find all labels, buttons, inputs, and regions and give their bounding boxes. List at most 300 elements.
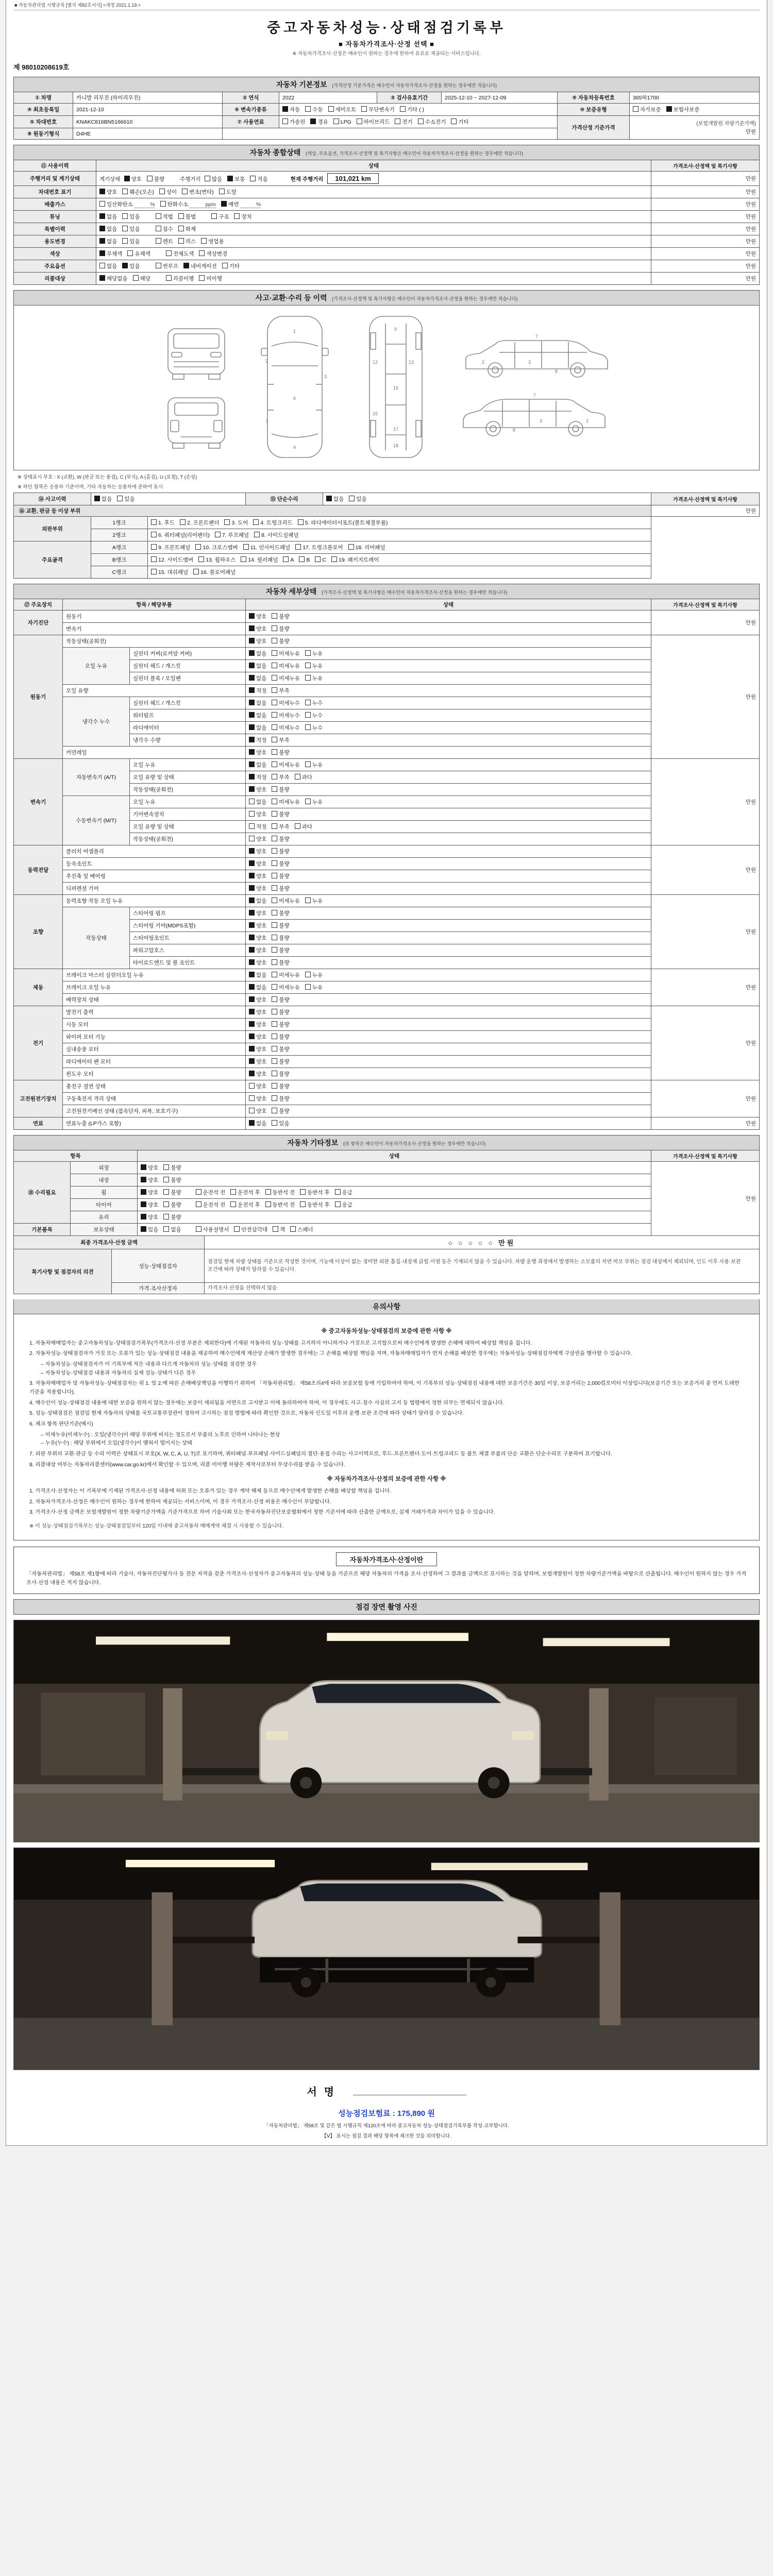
checkbox-option[interactable] — [272, 724, 300, 732]
checkbox-icon[interactable] — [249, 947, 255, 953]
checkbox-icon[interactable] — [249, 885, 255, 891]
checkbox-option[interactable] — [249, 786, 266, 793]
checkbox-icon[interactable] — [272, 1021, 277, 1027]
checkbox-icon[interactable] — [249, 774, 255, 779]
checkbox-icon[interactable] — [159, 189, 165, 194]
checkbox-icon[interactable] — [272, 774, 277, 779]
checkbox-icon[interactable] — [272, 1071, 277, 1076]
checkbox-option[interactable] — [178, 225, 196, 233]
checkbox-icon[interactable] — [99, 201, 105, 207]
checkbox-option[interactable] — [99, 275, 128, 282]
checkbox-option[interactable] — [249, 1070, 266, 1078]
checkbox-icon[interactable] — [234, 213, 240, 219]
checkbox-icon[interactable] — [178, 226, 184, 231]
checkbox-icon[interactable] — [250, 176, 256, 181]
checkbox-option[interactable] — [227, 175, 245, 183]
checkbox-icon[interactable] — [249, 935, 255, 940]
checkbox-icon[interactable] — [249, 761, 255, 767]
checkbox-icon[interactable] — [253, 519, 259, 525]
checkbox-option[interactable] — [272, 637, 289, 645]
checkbox-option[interactable] — [249, 687, 266, 694]
signature-field[interactable] — [353, 2086, 466, 2095]
checkbox-option[interactable] — [272, 1107, 289, 1115]
checkbox-option[interactable] — [122, 225, 140, 233]
checkbox-option[interactable] — [451, 118, 468, 126]
checkbox-option[interactable] — [141, 1176, 158, 1184]
checkbox-option[interactable] — [305, 650, 323, 657]
checkbox-option[interactable] — [272, 959, 289, 967]
checkbox-icon[interactable] — [166, 275, 172, 281]
checkbox-icon[interactable] — [249, 836, 255, 841]
checkbox-option[interactable] — [272, 749, 289, 756]
checkbox-option[interactable] — [272, 897, 300, 905]
checkbox-icon[interactable] — [272, 922, 277, 928]
checkbox-icon[interactable] — [305, 799, 311, 804]
checkbox-icon[interactable] — [196, 1189, 201, 1195]
checkbox-option[interactable] — [249, 872, 266, 880]
checkbox-option[interactable] — [249, 848, 266, 855]
checkbox-option[interactable] — [182, 188, 214, 196]
checkbox-option[interactable] — [305, 984, 323, 991]
checkbox-option[interactable] — [272, 699, 300, 707]
checkbox-icon[interactable] — [305, 663, 311, 668]
checkbox-icon[interactable] — [300, 1189, 306, 1195]
checkbox-option[interactable] — [305, 897, 323, 905]
checkbox-option[interactable] — [249, 749, 266, 756]
checkbox-option[interactable] — [315, 556, 326, 563]
checkbox-icon[interactable] — [221, 201, 227, 207]
checkbox-option[interactable] — [335, 1201, 352, 1209]
checkbox-option[interactable] — [141, 1201, 158, 1209]
checkbox-icon[interactable] — [272, 1058, 277, 1064]
checkbox-option[interactable] — [305, 699, 323, 707]
checkbox-option[interactable] — [272, 922, 289, 929]
checkbox-option[interactable] — [151, 556, 193, 564]
checkbox-icon[interactable] — [265, 1189, 271, 1195]
checkbox-option[interactable] — [272, 946, 289, 954]
checkbox-icon[interactable] — [183, 263, 189, 268]
checkbox-icon[interactable] — [335, 1189, 341, 1195]
checkbox-icon[interactable] — [151, 544, 157, 550]
checkbox-option[interactable] — [272, 996, 289, 1004]
checkbox-option[interactable] — [305, 798, 323, 806]
checkbox-option[interactable] — [272, 1058, 289, 1065]
checkbox-icon[interactable] — [117, 496, 123, 501]
checkbox-icon[interactable] — [99, 263, 105, 268]
checkbox-icon[interactable] — [249, 860, 255, 866]
checkbox-option[interactable] — [272, 711, 300, 719]
checkbox-icon[interactable] — [156, 263, 161, 268]
checkbox-icon[interactable] — [99, 213, 105, 219]
checkbox-option[interactable] — [272, 761, 300, 769]
checkbox-icon[interactable] — [295, 544, 301, 550]
checkbox-option[interactable] — [254, 531, 299, 539]
checkbox-icon[interactable] — [249, 1058, 255, 1064]
checkbox-icon[interactable] — [249, 675, 255, 681]
checkbox-icon[interactable] — [666, 106, 672, 112]
checkbox-option[interactable] — [305, 711, 323, 719]
checkbox-option[interactable] — [305, 106, 323, 113]
checkbox-icon[interactable] — [328, 106, 334, 112]
checkbox-option[interactable] — [178, 238, 196, 245]
checkbox-icon[interactable] — [249, 638, 255, 643]
checkbox-icon[interactable] — [99, 275, 105, 281]
checkbox-option[interactable] — [234, 213, 251, 221]
checkbox-option[interactable] — [230, 1189, 260, 1196]
checkbox-icon[interactable] — [249, 613, 255, 619]
checkbox-option[interactable] — [199, 250, 227, 258]
checkbox-icon[interactable] — [249, 1083, 255, 1089]
checkbox-option[interactable] — [215, 531, 249, 539]
checkbox-option[interactable] — [133, 275, 150, 282]
checkbox-icon[interactable] — [163, 1189, 169, 1195]
checkbox-option[interactable] — [122, 213, 140, 221]
checkbox-option[interactable] — [193, 568, 236, 576]
checkbox-icon[interactable] — [282, 106, 288, 112]
checkbox-option[interactable] — [151, 531, 210, 539]
checkbox-option[interactable] — [300, 1201, 330, 1209]
checkbox-icon[interactable] — [133, 275, 139, 281]
checkbox-option[interactable] — [180, 519, 219, 527]
checkbox-icon[interactable] — [180, 519, 186, 525]
checkbox-icon[interactable] — [272, 737, 277, 742]
checkbox-icon[interactable] — [272, 910, 277, 916]
checkbox-option[interactable] — [272, 736, 289, 744]
checkbox-icon[interactable] — [243, 544, 249, 550]
checkbox-option[interactable] — [298, 519, 388, 527]
checkbox-icon[interactable] — [141, 1214, 146, 1219]
checkbox-option[interactable] — [117, 495, 135, 503]
checkbox-icon[interactable] — [234, 1226, 240, 1232]
checkbox-icon[interactable] — [178, 238, 184, 244]
checkbox-option[interactable] — [249, 934, 266, 942]
checkbox-icon[interactable] — [273, 1226, 278, 1232]
checkbox-icon[interactable] — [249, 1095, 255, 1101]
checkbox-icon[interactable] — [272, 675, 277, 681]
checkbox-icon[interactable] — [283, 556, 289, 562]
checkbox-icon[interactable] — [141, 1201, 146, 1207]
checkbox-option[interactable] — [196, 1201, 226, 1209]
checkbox-option[interactable] — [99, 262, 117, 270]
checkbox-option[interactable] — [166, 250, 194, 258]
checkbox-option[interactable] — [331, 556, 379, 564]
checkbox-option[interactable] — [272, 662, 300, 670]
checkbox-icon[interactable] — [163, 1177, 169, 1182]
checkbox-icon[interactable] — [249, 996, 255, 1002]
checkbox-icon[interactable] — [300, 1201, 306, 1207]
checkbox-icon[interactable] — [122, 238, 128, 244]
checkbox-option[interactable] — [160, 200, 216, 208]
checkbox-option[interactable] — [127, 250, 150, 258]
checkbox-option[interactable] — [205, 175, 222, 183]
checkbox-icon[interactable] — [272, 625, 277, 631]
checkbox-option[interactable] — [305, 662, 323, 670]
checkbox-option[interactable] — [249, 699, 266, 707]
checkbox-option[interactable] — [249, 1045, 266, 1053]
checkbox-option[interactable] — [272, 1120, 289, 1127]
checkbox-option[interactable] — [99, 188, 117, 196]
checkbox-icon[interactable] — [219, 189, 225, 194]
checkbox-icon[interactable] — [222, 263, 228, 268]
checkbox-option[interactable] — [249, 885, 266, 892]
checkbox-icon[interactable] — [249, 811, 255, 817]
checkbox-icon[interactable] — [249, 1021, 255, 1027]
checkbox-icon[interactable] — [141, 1189, 146, 1195]
checkbox-icon[interactable] — [272, 1033, 277, 1039]
checkbox-icon[interactable] — [272, 823, 277, 829]
checkbox-option[interactable] — [163, 1189, 181, 1196]
checkbox-icon[interactable] — [249, 700, 255, 705]
checkbox-option[interactable] — [272, 1095, 289, 1103]
checkbox-option[interactable] — [151, 568, 188, 576]
checkbox-icon[interactable] — [156, 213, 161, 219]
checkbox-icon[interactable] — [249, 922, 255, 928]
checkbox-option[interactable] — [147, 175, 164, 183]
checkbox-icon[interactable] — [122, 263, 128, 268]
checkbox-option[interactable] — [300, 1189, 330, 1196]
checkbox-option[interactable] — [163, 1176, 181, 1184]
checkbox-option[interactable] — [349, 495, 366, 503]
checkbox-option[interactable] — [156, 238, 173, 245]
checkbox-icon[interactable] — [249, 959, 255, 965]
checkbox-option[interactable] — [305, 761, 323, 769]
checkbox-icon[interactable] — [272, 860, 277, 866]
checkbox-icon[interactable] — [272, 663, 277, 668]
checkbox-icon[interactable] — [249, 984, 255, 990]
checkbox-icon[interactable] — [249, 1108, 255, 1113]
checkbox-icon[interactable] — [227, 176, 233, 181]
checkbox-option[interactable] — [272, 650, 300, 657]
checkbox-icon[interactable] — [290, 1226, 296, 1232]
checkbox-option[interactable] — [272, 1021, 289, 1028]
checkbox-icon[interactable] — [160, 201, 166, 207]
checkbox-option[interactable] — [272, 687, 289, 694]
checkbox-option[interactable] — [249, 946, 266, 954]
checkbox-option[interactable] — [249, 761, 266, 769]
checkbox-icon[interactable] — [163, 1226, 169, 1232]
checkbox-icon[interactable] — [241, 556, 246, 562]
checkbox-option[interactable] — [141, 1189, 158, 1196]
checkbox-option[interactable] — [219, 188, 237, 196]
checkbox-icon[interactable] — [272, 687, 277, 693]
checkbox-icon[interactable] — [331, 556, 337, 562]
checkbox-icon[interactable] — [249, 749, 255, 755]
checkbox-option[interactable] — [249, 897, 266, 905]
checkbox-option[interactable] — [272, 798, 300, 806]
checkbox-icon[interactable] — [298, 519, 304, 525]
checkbox-icon[interactable] — [272, 1095, 277, 1101]
checkbox-option[interactable] — [156, 213, 173, 221]
checkbox-option[interactable] — [166, 275, 194, 282]
checkbox-option[interactable] — [348, 544, 385, 551]
checkbox-icon[interactable] — [163, 1214, 169, 1219]
checkbox-icon[interactable] — [272, 749, 277, 755]
checkbox-option[interactable] — [249, 736, 266, 744]
checkbox-option[interactable] — [249, 1033, 266, 1041]
checkbox-icon[interactable] — [122, 213, 128, 219]
checkbox-option[interactable] — [249, 835, 266, 843]
checkbox-option[interactable] — [249, 971, 266, 979]
checkbox-option[interactable] — [249, 1058, 266, 1065]
checkbox-icon[interactable] — [249, 625, 255, 631]
checkbox-icon[interactable] — [249, 823, 255, 829]
checkbox-icon[interactable] — [182, 189, 188, 194]
checkbox-option[interactable] — [249, 650, 266, 657]
checkbox-option[interactable] — [272, 786, 289, 793]
checkbox-icon[interactable] — [272, 1046, 277, 1052]
checkbox-icon[interactable] — [305, 650, 311, 656]
checkbox-icon[interactable] — [141, 1177, 146, 1182]
checkbox-option[interactable] — [224, 519, 248, 527]
checkbox-option[interactable] — [234, 1226, 267, 1233]
checkbox-icon[interactable] — [633, 106, 638, 112]
checkbox-option[interactable] — [249, 984, 266, 991]
checkbox-option[interactable] — [272, 860, 289, 868]
checkbox-icon[interactable] — [272, 1120, 277, 1126]
checkbox-option[interactable] — [222, 262, 240, 270]
checkbox-option[interactable] — [249, 674, 266, 682]
checkbox-option[interactable] — [272, 773, 289, 781]
checkbox-icon[interactable] — [305, 106, 311, 112]
checkbox-option[interactable] — [249, 959, 266, 967]
checkbox-icon[interactable] — [299, 556, 305, 562]
checkbox-option[interactable] — [159, 188, 177, 196]
checkbox-option[interactable] — [272, 613, 289, 620]
checkbox-option[interactable] — [328, 106, 357, 113]
checkbox-icon[interactable] — [151, 532, 157, 537]
checkbox-option[interactable] — [99, 250, 122, 258]
checkbox-icon[interactable] — [211, 213, 217, 219]
checkbox-option[interactable] — [361, 106, 395, 113]
checkbox-option[interactable] — [249, 711, 266, 719]
checkbox-icon[interactable] — [305, 972, 311, 977]
checkbox-option[interactable] — [283, 556, 294, 563]
checkbox-icon[interactable] — [99, 226, 105, 231]
checkbox-option[interactable] — [666, 106, 700, 113]
checkbox-icon[interactable] — [272, 873, 277, 878]
checkbox-icon[interactable] — [151, 519, 157, 525]
checkbox-icon[interactable] — [230, 1189, 236, 1195]
checkbox-option[interactable] — [99, 225, 117, 233]
checkbox-icon[interactable] — [122, 189, 128, 194]
checkbox-option[interactable] — [249, 1095, 266, 1103]
checkbox-icon[interactable] — [196, 1226, 201, 1232]
checkbox-icon[interactable] — [199, 275, 205, 281]
checkbox-icon[interactable] — [265, 1201, 271, 1207]
checkbox-icon[interactable] — [196, 1201, 201, 1207]
checkbox-icon[interactable] — [249, 687, 255, 693]
checkbox-option[interactable] — [272, 1082, 289, 1090]
checkbox-option[interactable] — [273, 1226, 285, 1233]
checkbox-icon[interactable] — [400, 106, 406, 112]
checkbox-option[interactable] — [272, 971, 300, 979]
checkbox-icon[interactable] — [451, 118, 457, 124]
checkbox-icon[interactable] — [305, 700, 311, 705]
checkbox-icon[interactable] — [249, 897, 255, 903]
checkbox-icon[interactable] — [272, 786, 277, 792]
checkbox-option[interactable] — [253, 519, 292, 527]
checkbox-icon[interactable] — [201, 238, 207, 244]
checkbox-icon[interactable] — [249, 910, 255, 916]
checkbox-icon[interactable] — [124, 176, 130, 181]
checkbox-icon[interactable] — [357, 118, 362, 124]
checkbox-icon[interactable] — [272, 650, 277, 656]
checkbox-icon[interactable] — [163, 1201, 169, 1207]
checkbox-icon[interactable] — [249, 663, 255, 668]
checkbox-icon[interactable] — [349, 496, 355, 501]
checkbox-option[interactable] — [99, 200, 155, 208]
checkbox-icon[interactable] — [249, 712, 255, 718]
checkbox-option[interactable] — [151, 544, 190, 551]
checkbox-icon[interactable] — [249, 1033, 255, 1039]
checkbox-option[interactable] — [183, 262, 217, 270]
checkbox-option[interactable] — [305, 971, 323, 979]
checkbox-icon[interactable] — [305, 712, 311, 718]
checkbox-icon[interactable] — [282, 118, 288, 124]
checkbox-icon[interactable] — [315, 556, 321, 562]
checkbox-option[interactable] — [99, 238, 117, 245]
checkbox-icon[interactable] — [272, 799, 277, 804]
checkbox-icon[interactable] — [147, 176, 153, 181]
checkbox-option[interactable] — [272, 984, 300, 991]
checkbox-option[interactable] — [124, 175, 142, 183]
checkbox-icon[interactable] — [99, 189, 105, 194]
checkbox-option[interactable] — [265, 1201, 295, 1209]
checkbox-icon[interactable] — [335, 1201, 341, 1207]
checkbox-icon[interactable] — [272, 848, 277, 854]
checkbox-option[interactable] — [122, 238, 140, 245]
checkbox-option[interactable] — [326, 495, 344, 503]
checkbox-icon[interactable] — [272, 996, 277, 1002]
checkbox-icon[interactable] — [249, 1120, 255, 1126]
checkbox-icon[interactable] — [326, 496, 332, 501]
checkbox-icon[interactable] — [156, 226, 161, 231]
checkbox-icon[interactable] — [249, 1009, 255, 1014]
checkbox-option[interactable] — [272, 848, 289, 855]
checkbox-option[interactable] — [272, 835, 289, 843]
checkbox-option[interactable] — [211, 213, 229, 221]
checkbox-option[interactable] — [282, 118, 305, 126]
checkbox-option[interactable] — [272, 872, 289, 880]
checkbox-option[interactable] — [272, 823, 289, 831]
checkbox-option[interactable] — [249, 1082, 266, 1090]
checkbox-icon[interactable] — [127, 250, 133, 256]
checkbox-icon[interactable] — [195, 544, 201, 550]
checkbox-option[interactable] — [633, 106, 661, 113]
checkbox-option[interactable] — [163, 1164, 181, 1172]
checkbox-icon[interactable] — [333, 118, 339, 124]
checkbox-option[interactable] — [333, 118, 351, 125]
checkbox-option[interactable] — [141, 1164, 158, 1172]
checkbox-option[interactable] — [249, 798, 266, 806]
checkbox-icon[interactable] — [249, 1071, 255, 1076]
checkbox-icon[interactable] — [295, 823, 300, 829]
checkbox-option[interactable] — [249, 662, 266, 670]
checkbox-icon[interactable] — [99, 238, 105, 244]
checkbox-icon[interactable] — [198, 556, 204, 562]
checkbox-option[interactable] — [198, 556, 236, 564]
checkbox-icon[interactable] — [249, 737, 255, 742]
checkbox-option[interactable] — [272, 1045, 289, 1053]
checkbox-icon[interactable] — [310, 118, 316, 124]
checkbox-option[interactable] — [295, 544, 343, 551]
checkbox-icon[interactable] — [295, 774, 300, 779]
checkbox-icon[interactable] — [272, 935, 277, 940]
checkbox-option[interactable] — [195, 544, 238, 551]
checkbox-option[interactable] — [272, 1008, 289, 1016]
checkbox-option[interactable] — [249, 625, 266, 633]
checkbox-option[interactable] — [265, 1189, 295, 1196]
